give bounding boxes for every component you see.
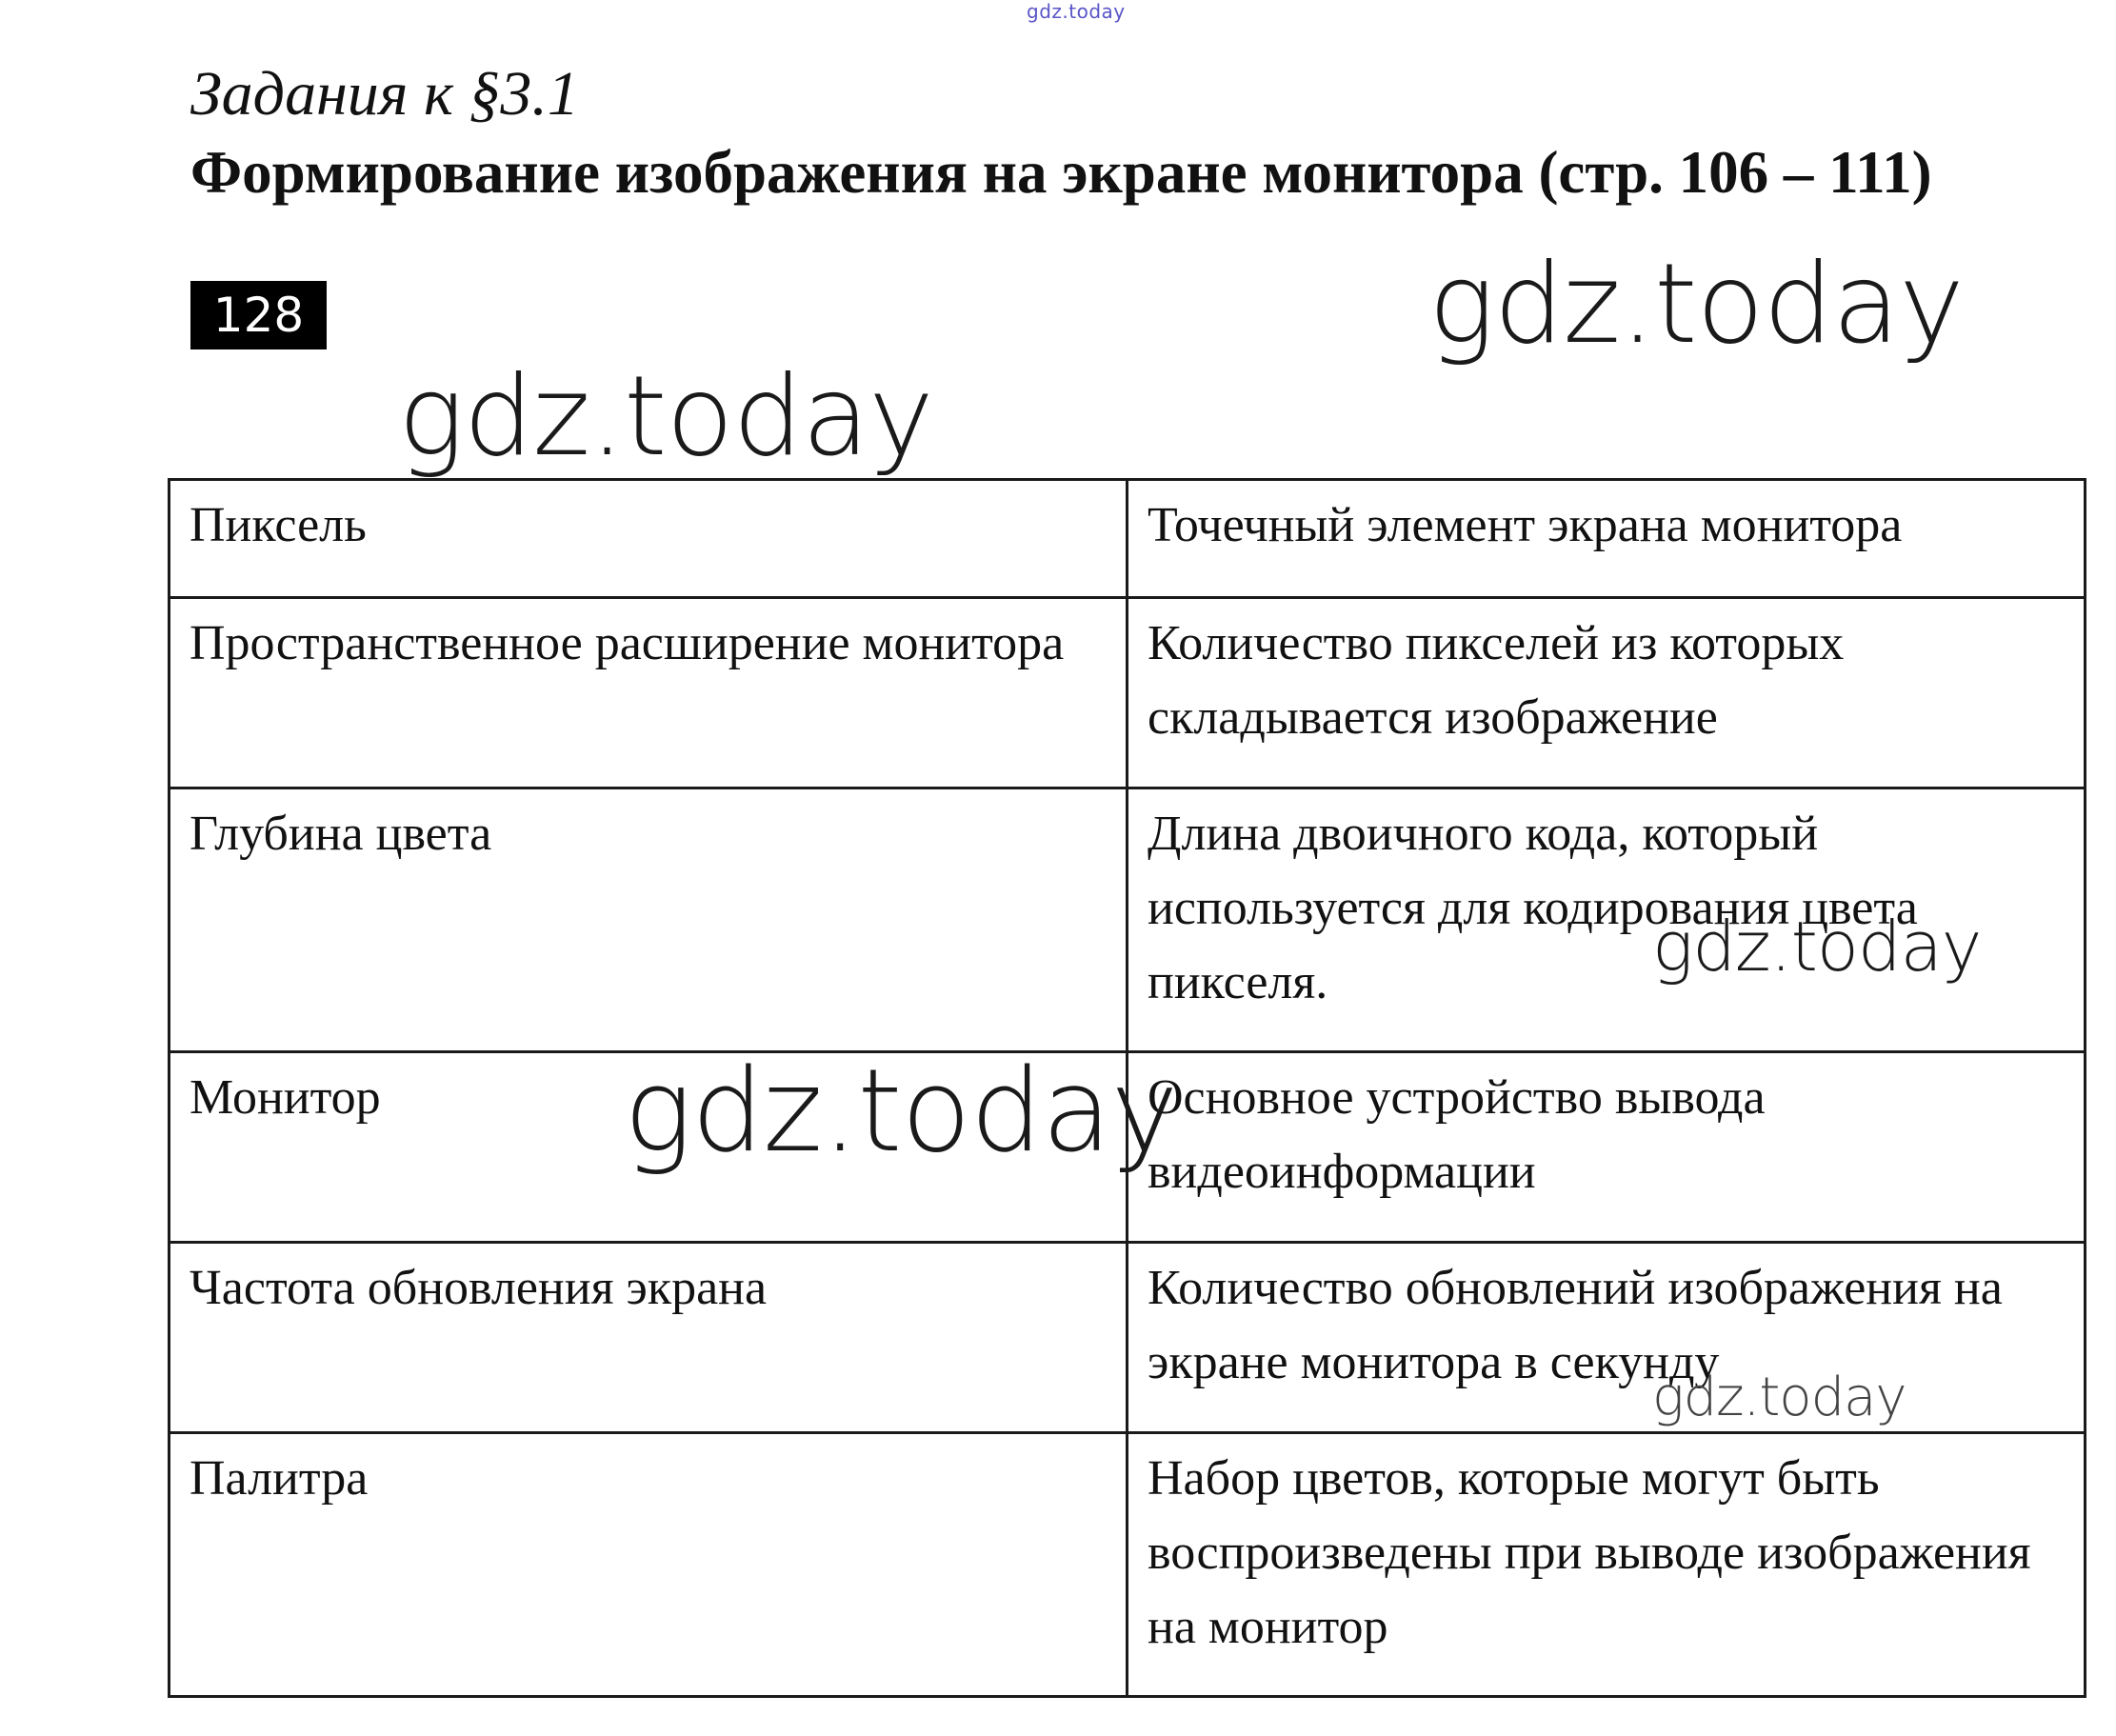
watermark: gdz.today: [624, 1046, 1178, 1178]
term-cell: Глубина цвета: [170, 788, 1128, 1052]
term-cell: Монитор: [170, 1052, 1128, 1243]
section-label: Задания к §3.1: [190, 59, 579, 129]
term-cell: Пиксель: [170, 480, 1128, 598]
page-title: Формирование изображения на экране монитора (стр. 106 – 111): [190, 139, 1932, 206]
term-cell: Палитра: [170, 1433, 1128, 1697]
definition-cell: Количество пикселей из которых складывается изображение: [1128, 598, 2086, 788]
watermark: gdz.today: [1652, 907, 1982, 987]
table-row: [170, 1433, 2086, 1697]
watermark-top: gdz.today: [1027, 0, 1126, 23]
definition-cell: Количество обновлений изображения на экране монитора в секунду: [1128, 1243, 2086, 1433]
table-row: [170, 480, 2086, 598]
term-cell: Пространственное расширение монитора: [170, 598, 1128, 788]
definition-cell: Точечный элемент экрана монитора: [1128, 480, 2086, 598]
watermark: gdz.today: [398, 352, 933, 481]
watermark: gdz.today: [1652, 1367, 1906, 1428]
definition-cell: Основное устройство вывода видеоинформации: [1128, 1052, 2086, 1243]
term-cell: Частота обновления экрана: [170, 1243, 1128, 1433]
table-row: [170, 598, 2086, 788]
task-number-badge: 128: [190, 281, 327, 349]
definition-cell: Длина двоичного кода, который используется для кодирования цвета пикселя.: [1128, 788, 2086, 1052]
watermark: gdz.today: [1428, 240, 1964, 369]
definition-cell: Набор цветов, которые могут быть воспроизведены при выводе изображения на монитор: [1128, 1433, 2086, 1697]
